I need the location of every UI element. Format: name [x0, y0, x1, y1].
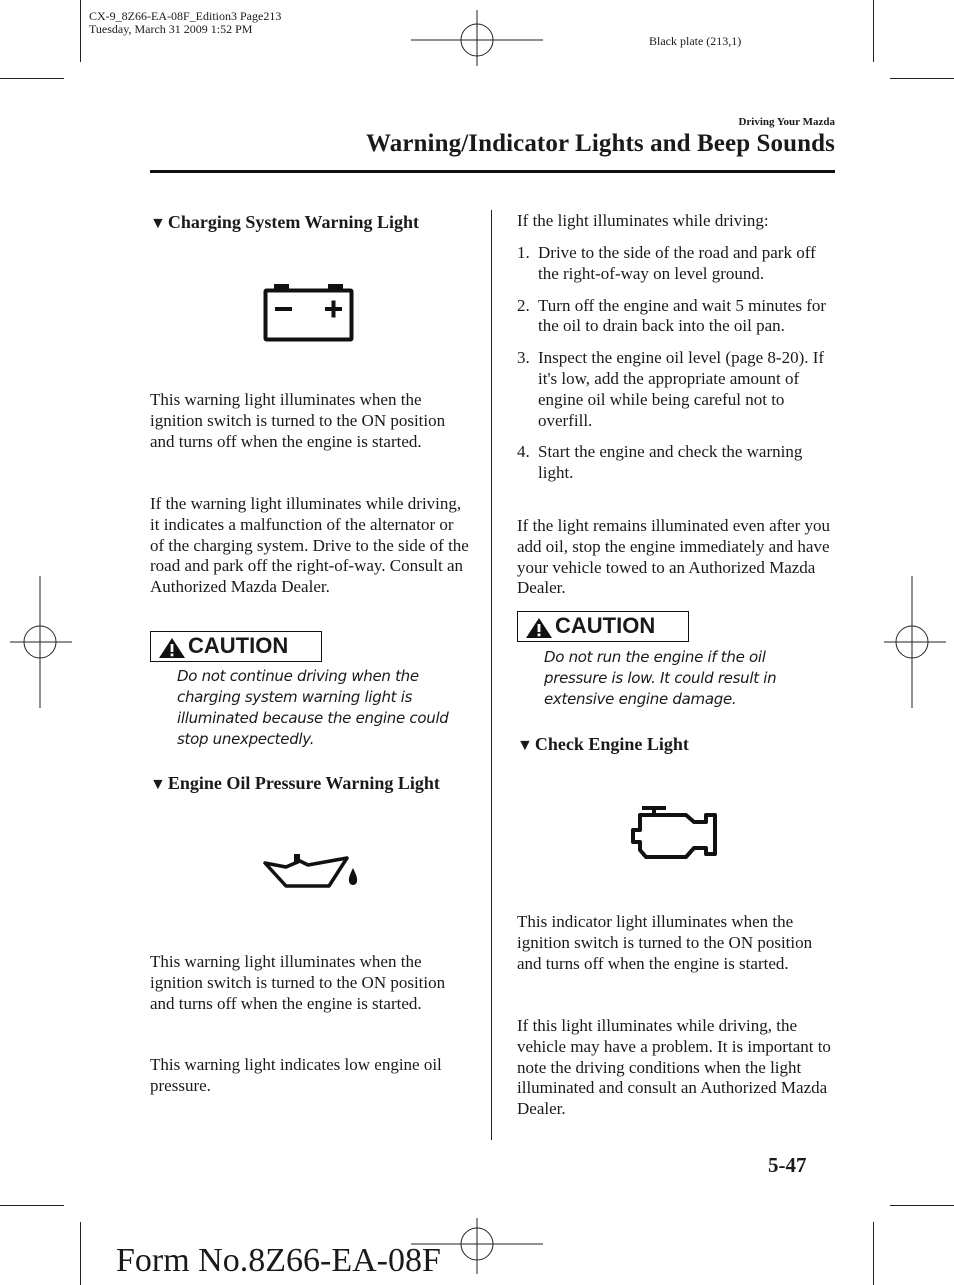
triangle-bullet-icon: ▼ — [517, 737, 533, 754]
warning-triangle-icon — [525, 617, 553, 639]
steps-list — [517, 243, 837, 495]
warning-triangle-icon — [158, 637, 186, 659]
crop-mark — [873, 1222, 874, 1285]
oil-paragraph-1: This warning light illuminates when the ignition switch is turned to the ON position and turns off when the engine is started. — [150, 952, 446, 1013]
crop-mark — [0, 78, 64, 79]
caution-label: CAUTION — [555, 613, 656, 638]
engine-icon — [630, 804, 720, 862]
triangle-bullet-icon: ▼ — [150, 215, 166, 232]
check-paragraph-2: If this light illuminates while driving, the vehicle may have a problem. It is important to note the driving conditions when the light illuminated and consult an Authorized Mazda Dealer. — [517, 1016, 831, 1119]
caution-label: CAUTION — [188, 633, 289, 658]
section-label: Driving Your Mazda — [738, 116, 835, 128]
check-paragraph-1: This indicator light illuminates when the ignition switch is turned to the ON position and turns off when the engine is started. — [517, 912, 813, 973]
column-divider — [491, 210, 492, 1140]
slug-job-line: CX-9_8Z66-EA-08F_Edition3 Page213 — [89, 9, 282, 23]
list-item: 1. Drive to the side of the road and park off the right-of-way on level ground. — [517, 243, 816, 283]
registration-mark-left — [6, 576, 72, 708]
caution-text: Do not run the engine if the oil pressure is low. It could result in extensive engine damage. — [544, 648, 777, 708]
crop-mark — [0, 1205, 64, 1206]
triangle-bullet-icon: ▼ — [150, 776, 166, 793]
list-item: 3. Inspect the engine oil level (page 8-20). If it's low, add the appropriate amount of engine oil while being careful not to overfill. — [517, 348, 825, 430]
page-title: Warning/Indicator Lights and Beep Sounds — [366, 130, 835, 157]
charging-heading: ▼ Charging System Warning Light — [150, 212, 420, 232]
charging-paragraph-2: If the warning light illuminates while driving, it indicates a malfunction of the alternator or of the charging system. Drive to the side of the road and park off the right-of-way. Consult an Authorized Mazda Dealer. — [150, 494, 469, 597]
oil-can-icon — [262, 850, 362, 892]
crop-mark — [80, 0, 81, 62]
oil-paragraph-2: This warning light indicates low engine oil pressure. — [150, 1055, 442, 1095]
list-item: 2. Turn off the engine and wait 5 minutes for the oil to drain back into the oil pan. — [517, 295, 827, 336]
battery-icon — [262, 282, 354, 342]
right-after-paragraph: If the light remains illuminated even after you add oil, stop the engine immediately and have your vehicle towed to an Authorized Mazda Dealer. — [517, 516, 830, 598]
crop-mark — [80, 1222, 81, 1285]
charging-paragraph-1: This warning light illuminates when the ignition switch is turned to the ON position and turns off when the engine is started. — [150, 390, 446, 451]
caution-text: Do not continue driving when the charging system warning light is illuminated because the engine could stop unexpectedly. — [177, 667, 449, 748]
caution-box — [517, 611, 689, 642]
check-engine-heading: ▼ Check Engine Light — [517, 734, 689, 754]
title-rule — [150, 170, 835, 173]
slug-plate: Black plate (213,1) — [649, 34, 742, 48]
list-item: 4. Start the engine and check the warning light. — [517, 442, 803, 483]
right-intro: If the light illuminates while driving: — [517, 211, 769, 230]
slug-date-line: Tuesday, March 31 2009 1:52 PM — [89, 22, 253, 36]
oil-pressure-heading: ▼ Engine Oil Pressure Warning Light — [150, 773, 440, 793]
crop-mark — [890, 78, 954, 79]
registration-mark-top — [411, 6, 543, 66]
registration-mark-right — [884, 576, 950, 708]
caution-box — [150, 631, 322, 662]
crop-mark — [890, 1205, 954, 1206]
crop-mark — [873, 0, 874, 62]
form-number: Form No.8Z66-EA-08F — [116, 1242, 441, 1279]
page-number: 5-47 — [768, 1153, 807, 1177]
